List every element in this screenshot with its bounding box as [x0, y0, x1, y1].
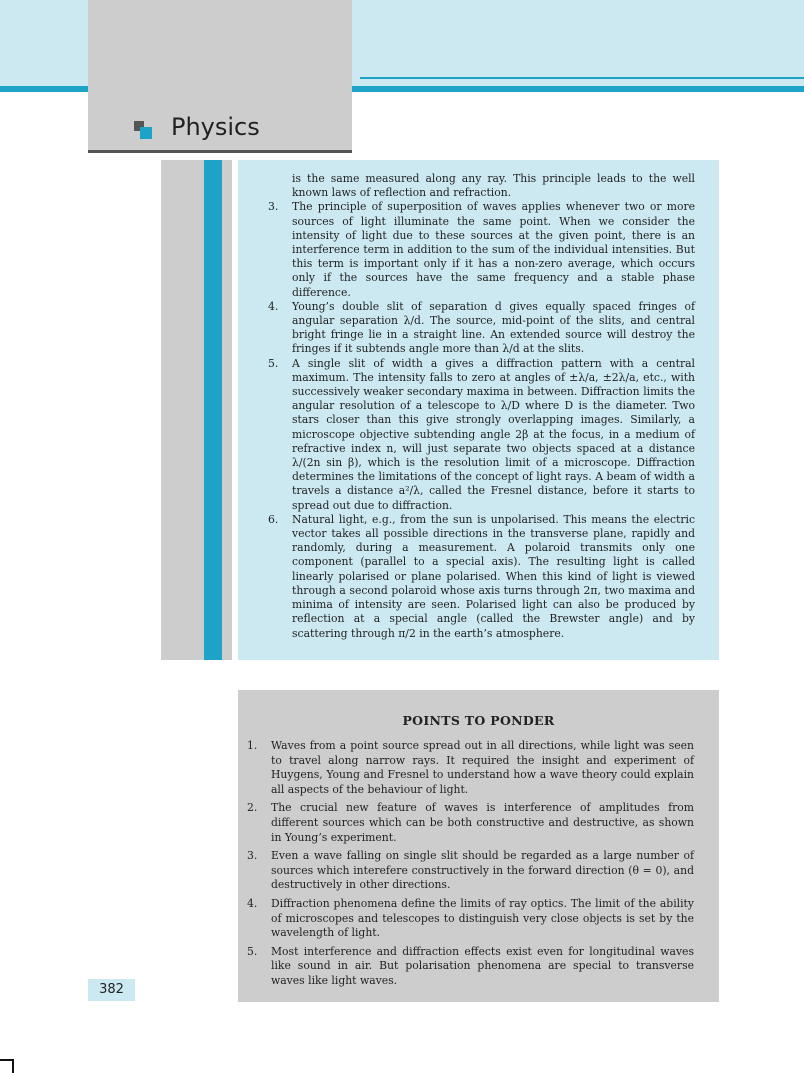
ponder-item [247, 739, 694, 797]
item-number: 1. [247, 739, 258, 752]
item-text: The crucial new feature of waves is interference of amplitudes from different sources which can be both constructive and destructive, as shown in Young’s experiment. [271, 801, 694, 844]
summary-list [268, 172, 695, 641]
points-to-ponder-list [247, 739, 694, 993]
item-text: A single slit of width a gives a diffraction pattern with a central maximum. The intensity falls to zero at angles of ±λ/a, ±2λ/a, etc., with successively weaker secondary maxima in between. Diffraction limits the angular resolution of a telescope to λ/D where D is the diameter. Two stars closer than this give strongly overlapping images. Similarly, a microscope objective subtending angle 2β at the focus, in a medium of refractive index n, will just separate two objects spaced at a distance λ/(2n sin β), which is the resolution limit of a microscope. Diffraction determines the limitations of the concept of light rays. A beam of width a travels a distance a²/λ, called the Fresnel distance, before it starts to spread out due to diffraction. [292, 356, 695, 512]
chapter-logo-icon [134, 121, 152, 139]
item-number: 3. [247, 849, 258, 863]
summary-item [268, 300, 695, 357]
item-text: Even a wave falling on single slit should be regarded as a large number of sources which interefere constructively in the forward direction (θ = 0), and destructively in other directions. [271, 849, 694, 892]
item-text: Young’s double slit of separation d gives equally spaced fringes of angular separation λ/d. The source, mid-point of the slits, and central bright fringe lie in a straight line. An extended source will destroy the fringes if it subtends angle more than λ/d at the slits. [292, 299, 695, 356]
header-rule [88, 150, 352, 153]
item-text: Most interference and diffraction effects exist even for longitudinal waves like sound in air. But polarisation phenomena are special to transverse waves like light waves. [271, 944, 694, 987]
points-to-ponder-title: POINTS TO PONDER [402, 713, 555, 728]
summary-item [268, 357, 695, 513]
item-number: 4. [247, 896, 258, 910]
item-number: 4. [268, 299, 279, 313]
item-text: Diffraction phenomena define the limits of ray optics. The limit of the ability of microscopes and telescopes to distinguish very close objects is set by the wavelength of light. [271, 896, 694, 940]
item-number: 5. [268, 356, 279, 370]
item-number: 5. [247, 944, 258, 958]
summary-item [268, 513, 695, 641]
item-text: Natural light, e.g., from the sun is unpolarised. This means the electric vector takes all possible directions in the transverse plane, rapidly and randomly, during a measurement. A polaroid transmits only one component (parallel to a special axis). The resulting light is called linearly polarised or plane polarised. When this kind of light is viewed through a second polaroid whose axis turns through 2π, two maxima and minima of intensity are seen. Polarised light can also be produced by reflection at a special angle (called the Brewster angle) and by scattering through π/2 in the earth’s atmosphere. [292, 512, 695, 640]
page-number: 382 [88, 979, 135, 1001]
item-number: 6. [268, 512, 279, 526]
summary-item [268, 200, 695, 299]
ponder-item [247, 945, 694, 989]
item-text: The principle of superposition of waves applies whenever two or more sources of light illuminate the same point. When we consider the intensity of light due to these sources at the given point, there is an interference term in addition to the sum of the individual intensities. But this term is important only if it has a non-zero average, which occurs only if the sources have the same frequency and a stable phase difference. [292, 200, 695, 299]
page-subject-title: Physics [171, 113, 260, 141]
header-thin-stripe [360, 77, 804, 79]
summary-continuation: is the same measured along any ray. This principle leads to the well known laws of reflection and refraction. [292, 172, 695, 200]
summary-sidebar-accent [204, 160, 222, 660]
ponder-item [247, 849, 694, 893]
ponder-item [247, 897, 694, 941]
item-number: 3. [268, 200, 279, 214]
item-text: Waves from a point source spread out in all directions, while light was seen to travel along narrow rays. It required the insight and experiment of Huygens, Young and Fresnel to understand how a wave theory could explain all aspects of the behaviour of light. [271, 739, 694, 796]
ponder-item [247, 801, 694, 845]
item-number: 2. [247, 801, 258, 815]
